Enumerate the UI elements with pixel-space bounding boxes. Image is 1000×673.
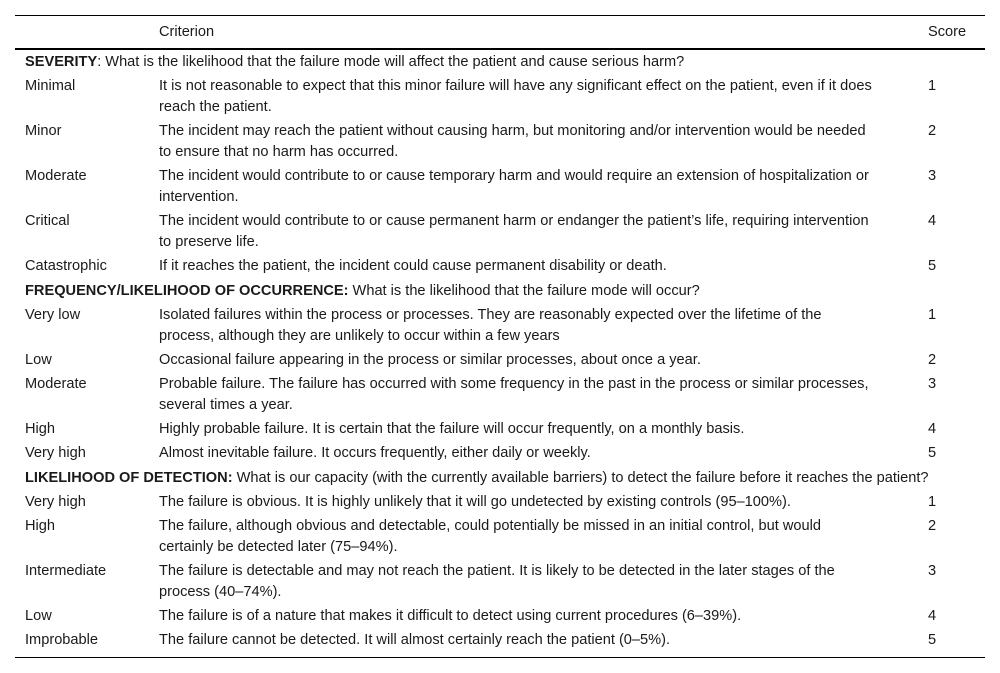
score-cell: 5 (928, 445, 937, 461)
criterion-cell: Almost inevitable failure. It occurs frequently, either daily or weekly. (159, 445, 591, 461)
score-cell: 4 (928, 421, 937, 437)
section-header-row (15, 466, 985, 491)
criterion-cell: The failure is of a nature that makes it difficult to detect using current procedures (6–39%). (159, 608, 742, 624)
table-header (15, 16, 985, 50)
section-header-row (15, 279, 985, 304)
level-cell: Intermediate (25, 563, 107, 579)
score-cell: 1 (928, 307, 937, 323)
table-row (15, 629, 985, 658)
score-cell: 1 (928, 78, 937, 94)
criterion-cell: The incident would contribute to or cause permanent harm or endanger the patient’s life, requiring intervention to preserve life. (159, 213, 869, 250)
table-row (15, 165, 985, 210)
score-cell: 3 (928, 563, 937, 579)
section-header (15, 279, 985, 304)
section-header-row (15, 49, 985, 75)
score-cell: 4 (928, 213, 937, 229)
criterion-cell: Probable failure. The failure has occurred with some frequency in the past in the process or similar processes, several times a year. (159, 376, 869, 413)
level-cell: Very high (25, 445, 86, 461)
section-title: LIKELIHOOD OF DETECTION: (25, 470, 233, 486)
level-cell: High (25, 421, 56, 437)
header-level (15, 16, 149, 50)
level-cell: Very high (25, 494, 86, 510)
table-row (15, 120, 985, 165)
level-cell: Minor (25, 123, 62, 139)
header-criterion: Criterion (149, 16, 918, 50)
level-cell: Moderate (25, 168, 87, 184)
score-cell: 3 (928, 168, 937, 184)
criterion-cell: If it reaches the patient, the incident could cause permanent disability or death. (159, 258, 667, 274)
criterion-cell: The failure cannot be detected. It will almost certainly reach the patient (0–5%). (149, 629, 918, 658)
criterion-cell: The incident may reach the patient without causing harm, but monitoring and/or intervention would be needed to ensure that no harm has occurred. (159, 123, 866, 160)
section-title: FREQUENCY/LIKELIHOOD OF OCCURRENCE: (25, 283, 349, 299)
criterion-cell: Isolated failures within the process or processes. They are reasonably expected over the lifetime of the process, although they are unlikely to occur within a few years (159, 307, 822, 344)
score-cell: 5 (928, 258, 937, 274)
table-row (15, 210, 985, 255)
score-cell: 5 (918, 629, 985, 658)
level-cell: Very low (25, 307, 81, 323)
table-row (15, 515, 985, 560)
table-row (15, 560, 985, 605)
table-row (15, 605, 985, 629)
score-cell: 2 (928, 123, 937, 139)
level-cell: Low (25, 608, 52, 624)
score-cell: 4 (928, 608, 937, 624)
level-cell: Critical (25, 213, 70, 229)
criterion-cell: The incident would contribute to or cause temporary harm and would require an extension of hospitalization or intervention. (159, 168, 869, 205)
table-body (15, 49, 985, 658)
table-row (15, 491, 985, 515)
criterion-cell: The failure, although obvious and detectable, could potentially be missed in an initial control, but would certainly be detected later (75–94%). (159, 518, 821, 555)
table-row (15, 442, 985, 466)
table-row (15, 304, 985, 349)
table-row (15, 255, 985, 279)
criterion-cell: Highly probable failure. It is certain that the failure will occur frequently, on a monthly basis. (159, 421, 745, 437)
level-cell: High (25, 518, 56, 534)
table-row (15, 75, 985, 120)
score-cell: 2 (928, 352, 937, 368)
criterion-cell: The failure is obvious. It is highly unlikely that it will go undetected by existing controls (95–100%). (159, 494, 791, 510)
table-row (15, 418, 985, 442)
level-cell: Minimal (25, 78, 76, 94)
criterion-cell: Occasional failure appearing in the process or similar processes, about once a year. (159, 352, 701, 368)
section-question: : What is the likelihood that the failure mode will affect the patient and cause serious harm? (97, 54, 685, 70)
level-cell: Low (25, 352, 52, 368)
fmea-criteria-table (15, 15, 985, 658)
score-cell: 1 (928, 494, 937, 510)
score-cell: 3 (928, 376, 937, 392)
table-row (15, 349, 985, 373)
section-header (15, 466, 985, 491)
table-row (15, 373, 985, 418)
criterion-cell: The failure is detectable and may not reach the patient. It is likely to be detected in the later stages of the process (40–74%). (159, 563, 835, 600)
level-cell: Moderate (25, 376, 87, 392)
section-header (15, 49, 985, 75)
score-cell: 2 (928, 518, 937, 534)
section-question: What is our capacity (with the currently available barriers) to detect the failure before it reaches the patient? (232, 470, 929, 486)
level-cell: Improbable (15, 629, 149, 658)
section-title: SEVERITY (25, 54, 98, 70)
section-question: What is the likelihood that the failure mode will occur? (348, 283, 700, 299)
header-score: Score (918, 16, 985, 50)
level-cell: Catastrophic (25, 258, 107, 274)
criterion-cell: It is not reasonable to expect that this minor failure will have any significant effect on the patient, even if it does reach the patient. (159, 78, 872, 115)
